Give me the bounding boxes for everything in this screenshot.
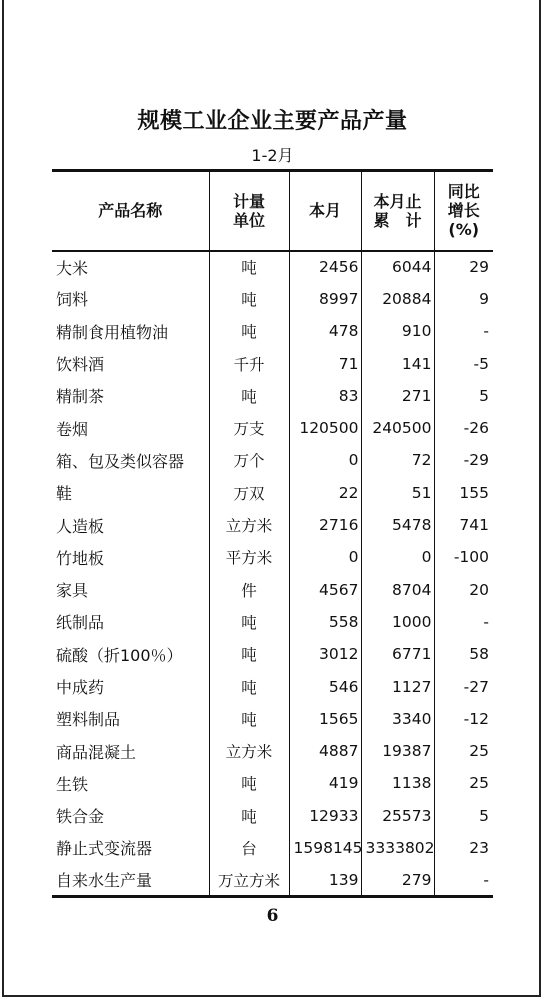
page-number: 6: [266, 906, 279, 926]
current-month-cell: 419: [289, 767, 361, 799]
header-yoy-growth: [434, 171, 493, 251]
unit-cell: 吨: [209, 800, 289, 832]
product-name-cell: 精制茶: [56, 387, 105, 407]
product-name-cell: 饮料酒: [56, 355, 105, 375]
table-row: [52, 412, 493, 444]
yoy-growth-cell: -100: [434, 541, 493, 573]
yoy-growth-cell: 58: [434, 638, 493, 670]
unit-cell: 万支: [209, 412, 289, 444]
table-row: [52, 670, 493, 702]
cumulative-cell: 0: [361, 541, 434, 573]
table-row: [52, 509, 493, 541]
header-cumulative-line2: 累 计: [373, 210, 422, 230]
cumulative-cell: 6044: [361, 251, 434, 283]
product-name-cell: 塑料制品: [56, 710, 121, 730]
table-row: [52, 347, 493, 379]
current-month-cell: 2716: [289, 509, 361, 541]
current-month-cell: 0: [289, 541, 361, 573]
header-yoy-line1: 同比: [447, 182, 480, 202]
header-cumulative: [361, 171, 434, 251]
header-yoy-line3: (%): [448, 220, 480, 240]
unit-cell: 万个: [209, 444, 289, 476]
yoy-growth-cell: -5: [434, 347, 493, 379]
cumulative-cell: 910: [361, 315, 434, 347]
product-name-cell: 商品混凝土: [56, 742, 137, 762]
cumulative-cell: 3340: [361, 703, 434, 735]
product-name-cell: 鞋: [56, 484, 73, 504]
current-month-cell: 71: [289, 347, 361, 379]
unit-cell: 台: [209, 832, 289, 864]
table-row: [52, 573, 493, 605]
yoy-growth-cell: 5: [434, 800, 493, 832]
cumulative-cell: 20884: [361, 283, 434, 315]
current-month-cell: 546: [289, 670, 361, 702]
table-row: [52, 477, 493, 509]
product-name-cell: 人造板: [56, 516, 105, 536]
header-unit-line2: 单位: [232, 210, 265, 230]
unit-cell: 吨: [209, 315, 289, 347]
unit-cell: 吨: [209, 606, 289, 638]
unit-cell: 立方米: [209, 735, 289, 767]
unit-cell: 平方米: [209, 541, 289, 573]
unit-cell: 万立方米: [209, 864, 289, 896]
current-month-cell: 139: [289, 864, 361, 896]
product-name-cell: 硫酸（折100％）: [56, 645, 183, 665]
period-subtitle: 1-2月: [251, 146, 294, 165]
product-name-cell: 饲料: [56, 290, 89, 310]
current-month-cell: 0: [289, 444, 361, 476]
yoy-growth-cell: -: [434, 864, 493, 896]
cumulative-cell: 271: [361, 380, 434, 412]
unit-cell: 立方米: [209, 509, 289, 541]
table-row: [52, 864, 493, 896]
current-month-cell: 3012: [289, 638, 361, 670]
unit-cell: 件: [209, 573, 289, 605]
header-current-month: 本月: [289, 171, 361, 251]
product-output-table: [52, 169, 493, 898]
table-row: [52, 251, 493, 283]
header-cumulative-line1: 本月止: [373, 191, 422, 211]
header-unit-line1: 计量: [232, 191, 265, 211]
cumulative-cell: 5478: [361, 509, 434, 541]
product-name-cell: 卷烟: [56, 419, 89, 439]
cumulative-cell: 141: [361, 347, 434, 379]
yoy-growth-cell: 5: [434, 380, 493, 412]
current-month-cell: 120500: [289, 412, 361, 444]
product-name-cell: 精制食用植物油: [56, 322, 169, 342]
page-title: 规模工业企业主要产品产量: [137, 109, 408, 134]
table-row: [52, 606, 493, 638]
yoy-growth-cell: -26: [434, 412, 493, 444]
cumulative-cell: 19387: [361, 735, 434, 767]
cumulative-cell: 72: [361, 444, 434, 476]
yoy-growth-cell: 25: [434, 735, 493, 767]
yoy-growth-cell: -29: [434, 444, 493, 476]
current-month-cell: 8997: [289, 283, 361, 315]
table-row: [52, 638, 493, 670]
current-month-cell: 478: [289, 315, 361, 347]
current-month-cell: 1598145: [289, 832, 361, 864]
table-row: [52, 832, 493, 864]
unit-cell: 万双: [209, 477, 289, 509]
current-month-cell: 1565: [289, 703, 361, 735]
cumulative-cell: 240500: [361, 412, 434, 444]
table-row: [52, 444, 493, 476]
header-yoy-line2: 增长: [447, 201, 480, 221]
table-row: [52, 703, 493, 735]
product-name-cell: 静止式变流器: [56, 839, 153, 859]
product-name-cell: 箱、包及类似容器: [56, 451, 185, 471]
current-month-cell: 4887: [289, 735, 361, 767]
cumulative-cell: 51: [361, 477, 434, 509]
cumulative-cell: 3333802: [361, 832, 434, 864]
cumulative-cell: 8704: [361, 573, 434, 605]
unit-cell: 吨: [209, 283, 289, 315]
current-month-cell: 22: [289, 477, 361, 509]
yoy-growth-cell: 25: [434, 767, 493, 799]
cumulative-cell: 1127: [361, 670, 434, 702]
cumulative-cell: 6771: [361, 638, 434, 670]
table-row: [52, 800, 493, 832]
current-month-cell: 2456: [289, 251, 361, 283]
yoy-growth-cell: 741: [434, 509, 493, 541]
unit-cell: 吨: [209, 251, 289, 283]
product-name-cell: 铁合金: [56, 807, 105, 827]
product-name-cell: 自来水生产量: [52, 864, 209, 896]
unit-cell: 千升: [209, 347, 289, 379]
current-month-cell: 12933: [289, 800, 361, 832]
cumulative-cell: 279: [361, 864, 434, 896]
unit-cell: 吨: [209, 767, 289, 799]
product-name-cell: 生铁: [56, 774, 89, 794]
table-row: [52, 735, 493, 767]
product-name-cell: 大米: [56, 258, 89, 278]
yoy-growth-cell: 23: [434, 832, 493, 864]
yoy-growth-cell: 29: [434, 251, 493, 283]
table-body: [52, 251, 493, 897]
product-name-cell: 家具: [56, 581, 89, 601]
product-name-cell: 中成药: [56, 678, 105, 697]
yoy-growth-cell: 155: [434, 477, 493, 509]
unit-cell: 吨: [209, 638, 289, 670]
yoy-growth-cell: -27: [434, 670, 493, 702]
cumulative-cell: 1138: [361, 767, 434, 799]
header-product-name: 产品名称: [52, 171, 209, 251]
cumulative-cell: 25573: [361, 800, 434, 832]
yoy-growth-cell: -: [434, 606, 493, 638]
cumulative-cell: 1000: [361, 606, 434, 638]
product-name-cell: 竹地板: [56, 548, 105, 568]
table-row: [52, 283, 493, 315]
yoy-growth-cell: 20: [434, 573, 493, 605]
current-month-cell: 558: [289, 606, 361, 638]
table-row: [52, 767, 493, 799]
table-row: [52, 380, 493, 412]
yoy-growth-cell: -12: [434, 703, 493, 735]
current-month-cell: 4567: [289, 573, 361, 605]
header-unit: [209, 171, 289, 251]
yoy-growth-cell: 9: [434, 283, 493, 315]
yoy-growth-cell: -: [434, 315, 493, 347]
table-header-row: [52, 171, 493, 251]
current-month-cell: 83: [289, 380, 361, 412]
table-row: [52, 541, 493, 573]
table-row: [52, 315, 493, 347]
unit-cell: 吨: [209, 670, 289, 702]
product-name-cell: 纸制品: [56, 613, 105, 633]
unit-cell: 吨: [209, 703, 289, 735]
unit-cell: 吨: [209, 380, 289, 412]
